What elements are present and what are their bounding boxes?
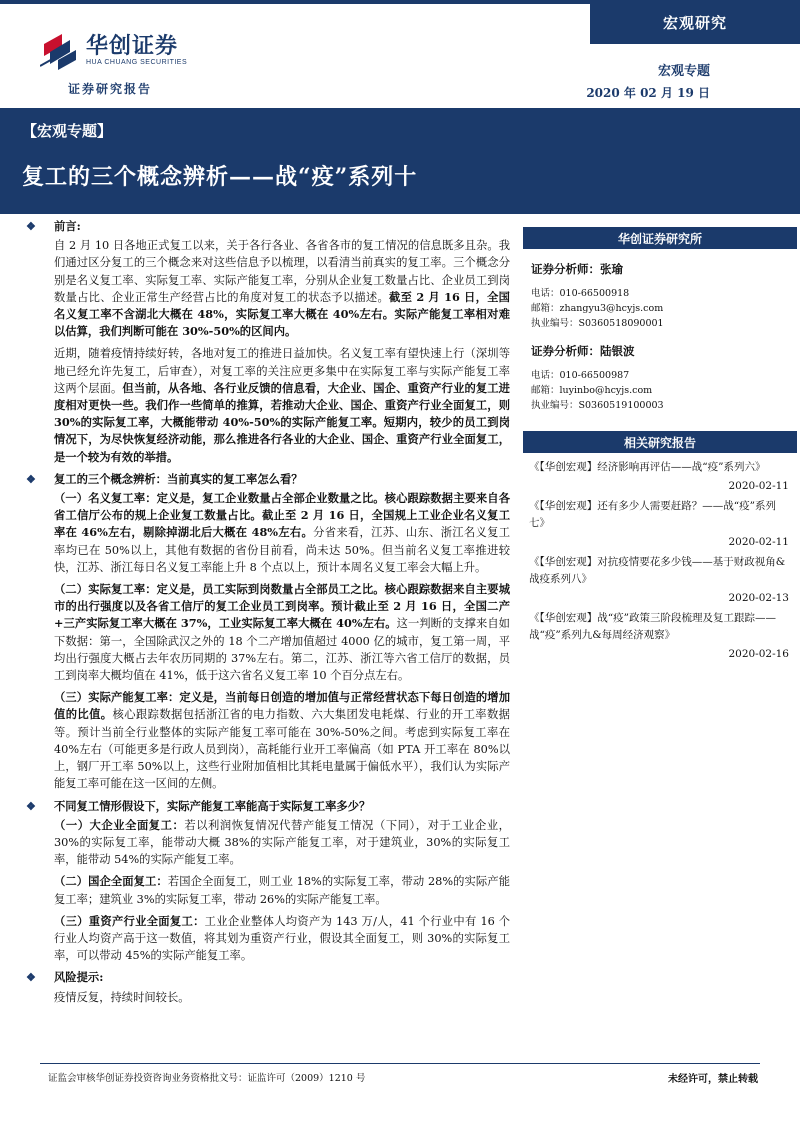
related-report-date: 2020-02-11 xyxy=(728,480,789,492)
section-tag: 宏观研究 xyxy=(590,0,800,44)
logo-chinese-name: 华创证券 xyxy=(86,33,179,59)
logo-mark-icon xyxy=(40,30,78,70)
diamond-bullet-icon: ❖ xyxy=(26,220,36,233)
analyst-license: 执业编号：S0360519100003 xyxy=(531,400,664,411)
analyst-name: 证券分析师：张瑜 xyxy=(531,262,623,276)
section1-paragraph-3: （三）实际产能复工率：定义是，当前每日创造的增加值与正常经营状态下每日创造的增加值的比值。核心跟踪数据包括浙江省的电力指数、六大集团发电耗煤、行业的开工率数据等。预计当前全行业整体的实际产能复工率可能在 30%-50%之间。考虑到实际复工率在 40%左右（可能更多是行政人员到岗），高耗能行业开工率偏高（如 PTA 开工率在 80%以上，钢厂开工率 50%以上，这些行业附加值相比其耗电量属于偏低水平），我们认为实际产能复工率可能在这一区间的左侧。 xyxy=(54,690,510,791)
footer-divider xyxy=(40,1063,760,1064)
related-report-title[interactable]: 《【华创宏观】还有多少人需要赶路？——战“疫”系列七》 xyxy=(529,500,776,529)
section2-paragraph-3: （三）重资产行业全面复工：工业企业整体人均资产为 143 万/人，41 个行业中有 16 个行业人均资产高于这一数值，将其划为重资产行业，假设其全面复工，则 30%的实际复工率，可以带动 45%的实际产能复工率。 xyxy=(54,913,510,963)
section2-heading: ❖ 不同复工情形假设下，实际产能复工率能高于实际复工率多少？ xyxy=(26,798,510,815)
related-report-date: 2020-02-11 xyxy=(728,536,789,548)
section2-paragraph-2: （二）国企全面复工：若国企全面复工，则工业 18%的实际复工率，带动 28%的实际产能复工率；建筑业 3%的实际复工率，带动 26%的实际产能复工率。 xyxy=(54,874,510,906)
report-title: 复工的三个概念辨析——战“疫”系列十 xyxy=(22,164,418,190)
sidebar xyxy=(523,227,797,664)
section2-paragraph-1: （一）大企业全面复工：若以利润恢复情况代替产能复工情况（下同），对于工业企业，30%的实际复工率，能带动大概 38%的实际产能复工率，对于建筑业，30%的实际复工率，能带动 54%的实际产能复工率。 xyxy=(54,817,510,867)
title-banner xyxy=(0,108,800,214)
diamond-bullet-icon: ❖ xyxy=(26,971,36,985)
analyst-card xyxy=(523,343,797,413)
analyst-email[interactable]: 邮箱：zhangyu3@hcyjs.com xyxy=(531,303,664,314)
footer-notice: 未经许可，禁止转载 xyxy=(668,1074,758,1085)
diamond-bullet-icon: ❖ xyxy=(26,799,36,813)
intro-paragraph-2: 近期，随着疫情持续好转，各地对复工的推进日益加快。名义复工率有望快速上行（深圳等地已经允许先复工，后审查），对复工率的关注应更多集中在实际复工率与实际产能复工率这两个层面。但当前，从各地、各行业反馈的信息看，大企业、国企、重资产行业的复工进度相对更快一些。我们作一些简单的推算，若推动大企业、国企、重资产行业全面复工，则 30%的实际复工率，大概能带动 40%-50%的实际产能复工率。短期内，较少的员工到岗情况下，为尽快恢复经济动能，那么推进各行各业的大企业、国企、重资产行业全面复工，是一个较为有效的举措。 xyxy=(54,347,510,464)
intro-paragraph-1: 自 2 月 10 日各地正式复工以来，关于各行各业、各省各市的复工情况的信息既多且杂。我们通过区分复工的三个概念来对这些信息予以梳理，以看清当前真实的复工率。三个概念分别是名义复工率、实际复工率、实际产能复工率，分别从企业复工数量占比、企业员工到岗数量占比、企业正常生产经营占比的角度对复工的状态予以描述。截至 2 月 16 日，全国名义复工率不含湖北大概在 48%，实际复工率大概在 40%左右。实际产能复工率相对难以估算，我们判断可能在 30%-50%的区间内。 xyxy=(54,239,510,339)
report-type: 证券研究报告 xyxy=(68,82,153,96)
diamond-bullet-icon: ❖ xyxy=(26,472,36,486)
report-date: 2020 年 02 月 19 日 xyxy=(586,86,710,100)
analyst-name: 证券分析师：陆银波 xyxy=(531,344,635,358)
related-report-title[interactable]: 《【华创宏观】战“疫”政策三阶段梳理及复工跟踪——战“疫”系列九&每周经济观察》 xyxy=(529,612,776,641)
analyst-card xyxy=(523,261,797,331)
risk-heading: ❖ 风险提示: xyxy=(26,969,510,986)
risk-text: 疫情反复，持续时间较长。 xyxy=(54,990,190,1004)
section1-paragraph-2: （二）实际复工率：定义是，员工实际到岗数量占全部员工之比。核心跟踪数据来自主要城市的出行强度以及各省工信厅的复工企业员工到岗率。预计截止至 2 月 16 日，全国二产+三产实际复工率大概在 37%，工业实际复工率大概在 40%左右。这一判断的支撑来自如下数据：第一，全国除武汉之外的 18 个二产增加值超过 4000 亿的城市，复工第一周，平均出行强度大概占去年农历同期的 37%左右。第二，江苏、浙江等六省工信厅的数据，员工到岗率大概均值在 41%，低于这六省名义复工率 10 个百分点左右。 xyxy=(54,582,510,683)
company-logo xyxy=(40,30,187,70)
analyst-license: 执业编号：S0360518090001 xyxy=(531,318,664,329)
logo-english-name: HUA CHUANG SECURITIES xyxy=(86,58,188,66)
intro-heading: ❖ 前言: xyxy=(26,218,510,235)
footer-license: 证监会审核华创证券投资咨询业务资格批文号：证监许可（2009）1210 号 xyxy=(48,1073,366,1084)
related-report-title[interactable]: 《【华创宏观】经济影响再评估——战“疫”系列六》 xyxy=(529,461,766,473)
related-report-date: 2020-02-13 xyxy=(728,592,789,604)
section1-heading: ❖ 复工的三个概念辨析：当前真实的复工率怎么看？ xyxy=(26,471,510,488)
section1-paragraph-1: （一）名义复工率：定义是，复工企业数量占全部企业数量之比。核心跟踪数据主要来自各省工信厅公布的规上企业复工数量占比。截止至 2 月 16 日，全国规上工业企业名义复工率在 46%左右，剔除掉湖北后大概在 48%左右。分省来看，江苏、山东、浙江名义复工率均已在 50%以上，其他有数据的省份目前看，尚未达 50%。但当前名义复工率推进较快，江苏、浙江每日名义复工率能上升 8 个点以上，预计本周名义复工率会大幅上升。 xyxy=(54,491,510,574)
related-reports-header: 相关研究报告 xyxy=(523,431,797,453)
analyst-phone: 电话：010-66500918 xyxy=(531,288,630,299)
main-content xyxy=(26,218,510,1011)
related-report-date: 2020-02-16 xyxy=(728,648,789,660)
banner-tag: 【宏观专题】 xyxy=(22,122,113,140)
institute-header: 华创证券研究所 xyxy=(523,227,797,249)
analyst-phone: 电话：010-66500987 xyxy=(531,370,630,381)
report-subtype: 宏观专题 xyxy=(657,64,710,79)
related-report-title[interactable]: 《【华创宏观】对抗疫情要花多少钱——基于财政视角&战疫系列八》 xyxy=(529,556,786,585)
analyst-email[interactable]: 邮箱：luyinbo@hcyjs.com xyxy=(531,385,653,396)
